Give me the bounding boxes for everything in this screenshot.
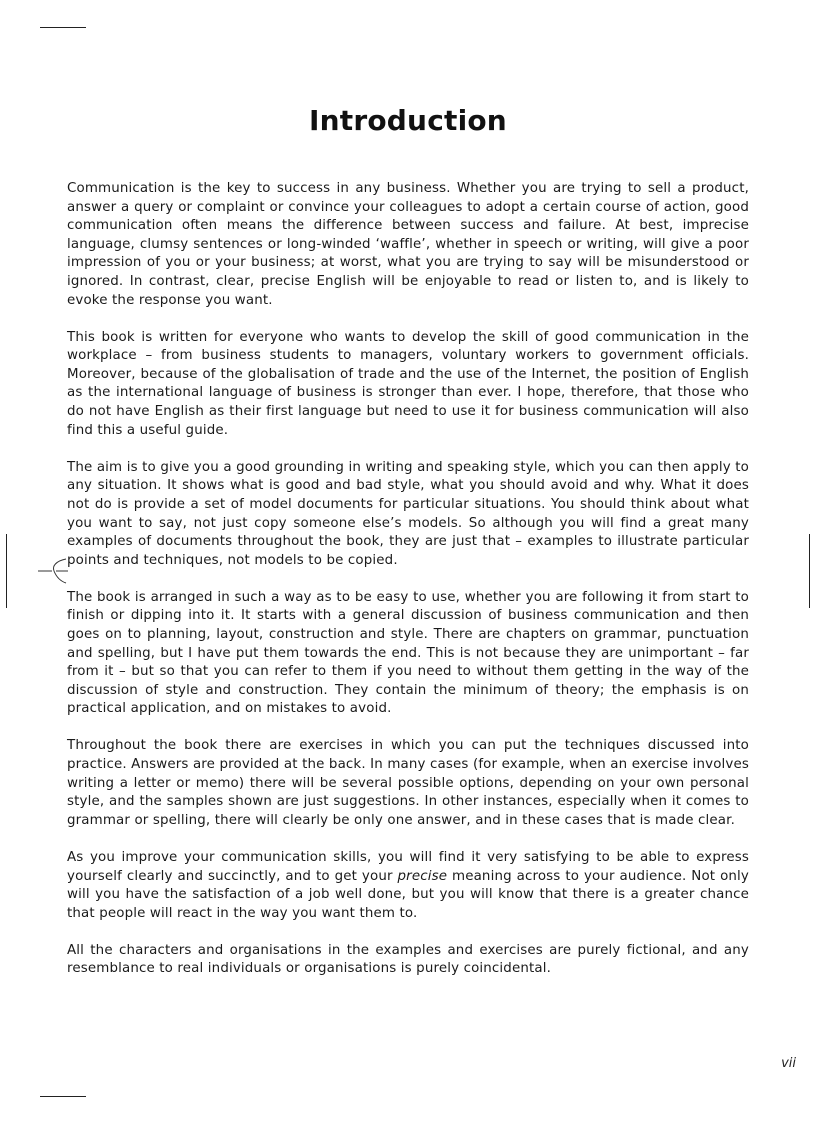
paragraph bbox=[67, 849, 749, 923]
page-number: vii bbox=[781, 1056, 796, 1071]
crop-mark-top-left bbox=[40, 27, 86, 28]
paragraph: This book is written for everyone who wants to develop the skill of good communication in the workplace – from business students to managers, voluntary workers to government officials. Moreover, because of the globalisation of trade and the use of the Internet, the position of English as the international language of business is stronger than ever. I hope, therefore, that those who do not have English as their first language but need to use it for business communication will also find this a useful guide. bbox=[67, 329, 749, 438]
crop-mark-right-middle bbox=[809, 534, 810, 608]
crop-mark-left-middle bbox=[6, 534, 7, 608]
paragraph: The book is arranged in such a way as to be easy to use, whether you are following it from start to finish or dipping into it. It starts with a general discussion of business communication and then goes on to planning, layout, construction and style. There are chapters on grammar, punctuation and spelling, but I have put them towards the end. This is not because they are unimportant – far from it – but so that you can refer to them if you need to without them getting in the way of the discussion of style and construction. They contain the minimum of theory; the emphasis is on practical application, and on mistakes to avoid. bbox=[67, 589, 749, 717]
paragraph-text: meaning across to your audience. Not only will you have the satisfaction of a job well done, but you will know that there is a greater chance that people will react in the way you want them to. bbox=[67, 868, 749, 921]
paragraph: Communication is the key to success in any business. Whether you are trying to sell a product, answer a query or complaint or convince your colleagues to adopt a certain course of action, good communication often means the difference between success and failure. At best, imprecise language, clumsy sentences or long-winded ‘waffle’, whether in speech or writing, will give a poor impression of you or your business; at worst, what you are trying to say will be misunderstood or ignored. In contrast, clear, precise English will be enjoyable to read or listen to, and is likely to evoke the response you want. bbox=[67, 181, 749, 308]
paragraph: The aim is to give you a good grounding in writing and speaking style, which you can then apply to any situation. It shows what is good and bad style, what you should avoid and why. What it does not do is provide a set of model documents for particular situations. You should think about what you want to say, not just copy someone else’s models. So although you will find a great many examples of documents throughout the book, they are just that – examples to illustrate particular points and techniques, not models to be copied. bbox=[67, 459, 749, 568]
crop-mark-bottom-left bbox=[40, 1096, 86, 1097]
body-text bbox=[67, 180, 749, 997]
paragraph: Throughout the book there are exercises in which you can put the techniques discussed into practice. Answers are provided at the back. In many cases (for example, when an exercise involves writing a letter or memo) there will be several possible options, depending on your own personal style, and the samples shown are just suggestions. In other instances, especially when it comes to grammar or spelling, there will clearly be only one answer, and in these cases that is made clear. bbox=[67, 738, 749, 828]
paragraph-text: As you improve your communication skills, you will find it very satisfying to be able to express yourself clearly and succinctly, and to get your bbox=[67, 849, 749, 884]
page-title: Introduction bbox=[309, 104, 507, 137]
emphasis-text: precise bbox=[397, 868, 448, 884]
registration-mark-icon bbox=[38, 556, 70, 586]
paragraph: All the characters and organisations in the examples and exercises are purely fictional, and any resemblance to real individuals or organisations is purely coincidental. bbox=[67, 942, 749, 977]
